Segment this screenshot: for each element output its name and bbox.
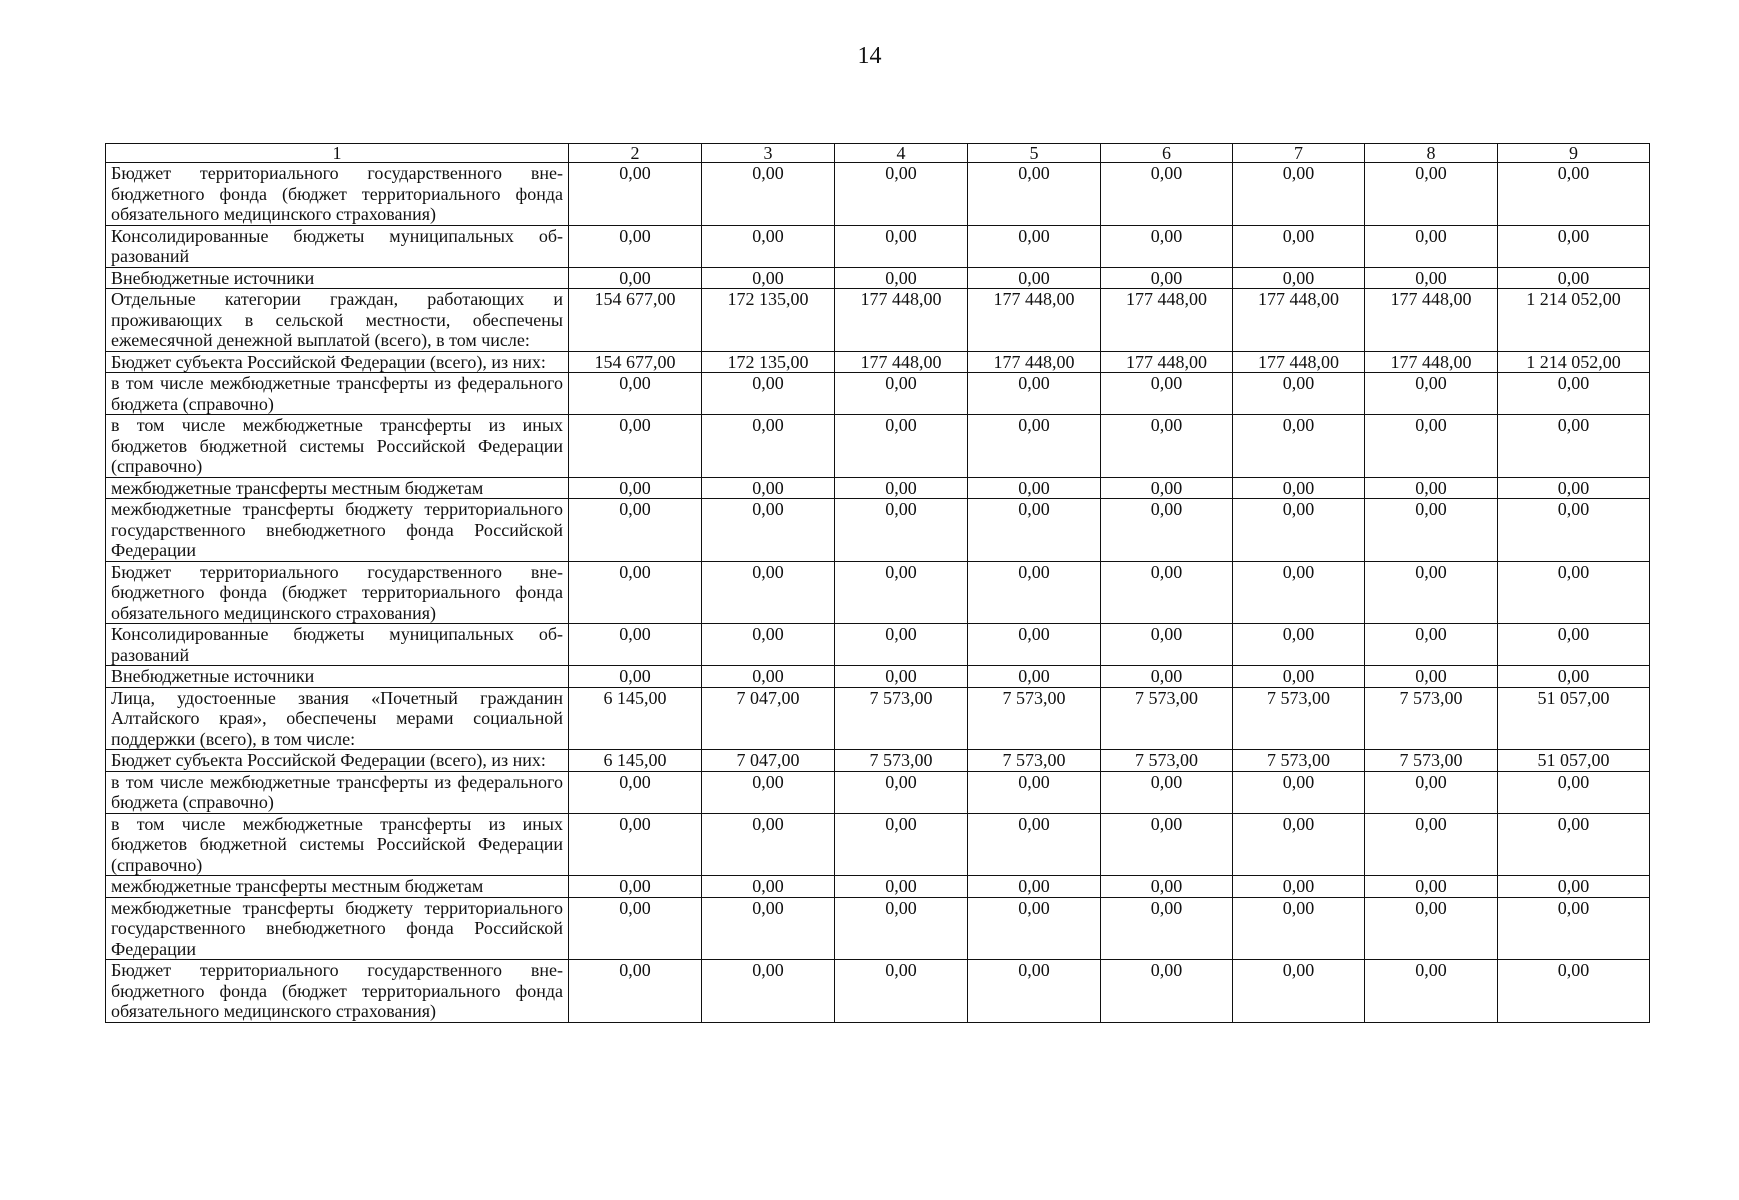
- value-cell: 177 448,00: [835, 351, 968, 373]
- value-cell: 0,00: [1233, 163, 1365, 226]
- value-cell: 0,00: [835, 477, 968, 499]
- value-cell: 0,00: [1498, 225, 1650, 267]
- value-cell: 0,00: [968, 267, 1101, 289]
- value-cell: 177 448,00: [1233, 351, 1365, 373]
- value-cell: 0,00: [1101, 960, 1233, 1023]
- value-cell: 0,00: [835, 267, 968, 289]
- value-cell: 0,00: [1498, 897, 1650, 960]
- column-header: 8: [1365, 144, 1498, 163]
- table-row: [106, 897, 1650, 960]
- value-cell: 177 448,00: [1365, 289, 1498, 352]
- row-label: Отдельные категории граждан, работающих и проживающих в сельской местности, обеспечены ежемесячной денежной выплатой (всего), в том числе:: [106, 289, 569, 352]
- value-cell: 0,00: [702, 561, 835, 624]
- row-label: Бюджет территориального государственного внебюджетного фонда (бюджет территориального фонда обязательного медицинского страхования): [106, 561, 569, 624]
- value-cell: 0,00: [968, 225, 1101, 267]
- value-cell: 0,00: [1101, 163, 1233, 226]
- value-cell: 0,00: [835, 561, 968, 624]
- row-label: Внебюджетные источники: [106, 267, 569, 289]
- value-cell: 0,00: [702, 373, 835, 415]
- value-cell: 6 145,00: [569, 687, 702, 750]
- value-cell: 0,00: [835, 225, 968, 267]
- value-cell: 0,00: [702, 813, 835, 876]
- column-header: 2: [569, 144, 702, 163]
- value-cell: 0,00: [835, 415, 968, 478]
- value-cell: 0,00: [702, 499, 835, 562]
- value-cell: 0,00: [1101, 624, 1233, 666]
- value-cell: 0,00: [1498, 163, 1650, 226]
- value-cell: 0,00: [1233, 225, 1365, 267]
- table-row: [106, 289, 1650, 352]
- column-header: 7: [1233, 144, 1365, 163]
- value-cell: 177 448,00: [1101, 351, 1233, 373]
- value-cell: 0,00: [569, 666, 702, 688]
- value-cell: 0,00: [1365, 499, 1498, 562]
- value-cell: 0,00: [569, 163, 702, 226]
- value-cell: 0,00: [1233, 561, 1365, 624]
- value-cell: 0,00: [968, 771, 1101, 813]
- value-cell: 0,00: [1101, 225, 1233, 267]
- value-cell: 0,00: [569, 267, 702, 289]
- value-cell: 0,00: [1233, 813, 1365, 876]
- value-cell: 0,00: [1101, 267, 1233, 289]
- value-cell: 0,00: [1498, 415, 1650, 478]
- value-cell: 7 573,00: [1233, 687, 1365, 750]
- value-cell: 0,00: [1498, 960, 1650, 1023]
- value-cell: 0,00: [1101, 415, 1233, 478]
- value-cell: 7 573,00: [1233, 750, 1365, 772]
- value-cell: 0,00: [1498, 477, 1650, 499]
- table-row: [106, 477, 1650, 499]
- column-header: 6: [1101, 144, 1233, 163]
- value-cell: 0,00: [968, 666, 1101, 688]
- value-cell: 1 214 052,00: [1498, 289, 1650, 352]
- value-cell: 0,00: [1365, 876, 1498, 898]
- value-cell: 0,00: [968, 163, 1101, 226]
- value-cell: 0,00: [1365, 897, 1498, 960]
- value-cell: 154 677,00: [569, 289, 702, 352]
- value-cell: 0,00: [835, 666, 968, 688]
- value-cell: 0,00: [1101, 771, 1233, 813]
- table-row: [106, 351, 1650, 373]
- value-cell: 0,00: [835, 897, 968, 960]
- value-cell: 0,00: [1498, 771, 1650, 813]
- value-cell: 0,00: [835, 771, 968, 813]
- value-cell: 0,00: [569, 415, 702, 478]
- value-cell: 0,00: [1101, 499, 1233, 562]
- table-row: [106, 876, 1650, 898]
- value-cell: 0,00: [1233, 624, 1365, 666]
- value-cell: 7 047,00: [702, 687, 835, 750]
- value-cell: 172 135,00: [702, 289, 835, 352]
- value-cell: 0,00: [1101, 897, 1233, 960]
- column-header: 4: [835, 144, 968, 163]
- value-cell: 0,00: [1233, 267, 1365, 289]
- value-cell: 172 135,00: [702, 351, 835, 373]
- page-number: 14: [857, 43, 882, 69]
- value-cell: 0,00: [968, 813, 1101, 876]
- value-cell: 0,00: [1365, 813, 1498, 876]
- value-cell: 0,00: [1498, 267, 1650, 289]
- value-cell: 7 573,00: [1101, 750, 1233, 772]
- value-cell: 0,00: [1101, 373, 1233, 415]
- value-cell: 177 448,00: [835, 289, 968, 352]
- value-cell: 0,00: [1233, 499, 1365, 562]
- value-cell: 51 057,00: [1498, 750, 1650, 772]
- value-cell: 0,00: [1498, 624, 1650, 666]
- value-cell: 0,00: [569, 624, 702, 666]
- value-cell: 0,00: [1498, 561, 1650, 624]
- value-cell: 0,00: [569, 960, 702, 1023]
- value-cell: 177 448,00: [1233, 289, 1365, 352]
- row-label: межбюджетные трансферты бюджету территориального государственного внебюджетного фонда Российской Федерации: [106, 499, 569, 562]
- value-cell: 0,00: [968, 499, 1101, 562]
- row-label: Консолидированные бюджеты муниципальных образований: [106, 225, 569, 267]
- row-label: Бюджет территориального государственного внебюджетного фонда (бюджет территориального фонда обязательного медицинского страхования): [106, 960, 569, 1023]
- table-row: [106, 624, 1650, 666]
- value-cell: 0,00: [1101, 666, 1233, 688]
- value-cell: 0,00: [1233, 477, 1365, 499]
- value-cell: 0,00: [1365, 477, 1498, 499]
- value-cell: 177 448,00: [968, 289, 1101, 352]
- value-cell: 0,00: [569, 876, 702, 898]
- value-cell: 0,00: [569, 477, 702, 499]
- row-label: межбюджетные трансферты бюджету территориального государственного внебюджетного фонда Российской Федерации: [106, 897, 569, 960]
- value-cell: 0,00: [1365, 163, 1498, 226]
- value-cell: 6 145,00: [569, 750, 702, 772]
- value-cell: 0,00: [1498, 813, 1650, 876]
- value-cell: 0,00: [1101, 561, 1233, 624]
- value-cell: 0,00: [835, 499, 968, 562]
- value-cell: 0,00: [1365, 960, 1498, 1023]
- value-cell: 0,00: [835, 624, 968, 666]
- value-cell: 0,00: [1365, 624, 1498, 666]
- value-cell: 0,00: [1101, 813, 1233, 876]
- table-row: [106, 267, 1650, 289]
- row-label: межбюджетные трансферты местным бюджетам: [106, 477, 569, 499]
- value-cell: 0,00: [702, 477, 835, 499]
- value-cell: 0,00: [1365, 267, 1498, 289]
- value-cell: 0,00: [1498, 499, 1650, 562]
- value-cell: 1 214 052,00: [1498, 351, 1650, 373]
- column-header: 3: [702, 144, 835, 163]
- value-cell: 0,00: [702, 897, 835, 960]
- value-cell: 0,00: [1365, 373, 1498, 415]
- row-label: в том числе межбюджетные трансферты из федерального бюджета (справочно): [106, 771, 569, 813]
- value-cell: 0,00: [1365, 415, 1498, 478]
- value-cell: 177 448,00: [1101, 289, 1233, 352]
- value-cell: 0,00: [968, 415, 1101, 478]
- value-cell: 0,00: [702, 225, 835, 267]
- value-cell: 0,00: [1101, 477, 1233, 499]
- value-cell: 0,00: [702, 267, 835, 289]
- value-cell: 0,00: [835, 813, 968, 876]
- row-label: Бюджет территориального государственного внебюджетного фонда (бюджет территориального фонда обязательного медицинского страхования): [106, 163, 569, 226]
- table-row: [106, 561, 1650, 624]
- value-cell: 0,00: [569, 813, 702, 876]
- row-label: Лица, удостоенные звания «Почетный гражданин Алтайского края», обеспечены мерами социальной поддержки (всего), в том числе:: [106, 687, 569, 750]
- value-cell: 0,00: [968, 624, 1101, 666]
- value-cell: 0,00: [835, 960, 968, 1023]
- value-cell: 0,00: [1233, 666, 1365, 688]
- table-row: [106, 666, 1650, 688]
- value-cell: 0,00: [835, 373, 968, 415]
- value-cell: 0,00: [569, 771, 702, 813]
- table-row: [106, 687, 1650, 750]
- value-cell: 0,00: [1233, 897, 1365, 960]
- value-cell: 0,00: [702, 876, 835, 898]
- value-cell: 0,00: [1233, 960, 1365, 1023]
- value-cell: 0,00: [1498, 666, 1650, 688]
- value-cell: 0,00: [702, 960, 835, 1023]
- value-cell: 7 573,00: [835, 687, 968, 750]
- row-label: Внебюджетные источники: [106, 666, 569, 688]
- value-cell: 0,00: [835, 163, 968, 226]
- row-label: Консолидированные бюджеты муниципальных образований: [106, 624, 569, 666]
- row-label: межбюджетные трансферты местным бюджетам: [106, 876, 569, 898]
- table-row: [106, 225, 1650, 267]
- value-cell: 0,00: [968, 561, 1101, 624]
- value-cell: 7 573,00: [1101, 687, 1233, 750]
- column-header: 5: [968, 144, 1101, 163]
- table-row: [106, 163, 1650, 226]
- value-cell: 0,00: [968, 477, 1101, 499]
- table-row: [106, 813, 1650, 876]
- value-cell: 0,00: [569, 561, 702, 624]
- value-cell: 0,00: [1233, 876, 1365, 898]
- value-cell: 0,00: [702, 771, 835, 813]
- value-cell: 0,00: [1365, 666, 1498, 688]
- value-cell: 0,00: [1365, 771, 1498, 813]
- column-header: 9: [1498, 144, 1650, 163]
- value-cell: 154 677,00: [569, 351, 702, 373]
- value-cell: 0,00: [1233, 771, 1365, 813]
- value-cell: 7 047,00: [702, 750, 835, 772]
- value-cell: 0,00: [569, 897, 702, 960]
- value-cell: 7 573,00: [835, 750, 968, 772]
- value-cell: 7 573,00: [968, 687, 1101, 750]
- table-row: [106, 771, 1650, 813]
- row-label: в том числе межбюджетные трансферты из федерального бюджета (справочно): [106, 373, 569, 415]
- value-cell: 0,00: [702, 666, 835, 688]
- column-header: 1: [106, 144, 569, 163]
- row-label: в том числе межбюджетные трансферты из иных бюджетов бюджетной системы Российской Федерации (справочно): [106, 415, 569, 478]
- value-cell: 0,00: [1365, 561, 1498, 624]
- value-cell: 0,00: [1498, 876, 1650, 898]
- value-cell: 51 057,00: [1498, 687, 1650, 750]
- budget-table: [105, 143, 1650, 1023]
- value-cell: 0,00: [569, 225, 702, 267]
- table-row: [106, 960, 1650, 1023]
- value-cell: 177 448,00: [1365, 351, 1498, 373]
- row-label: в том числе межбюджетные трансферты из иных бюджетов бюджетной системы Российской Федерации (справочно): [106, 813, 569, 876]
- table-row: [106, 415, 1650, 478]
- value-cell: 7 573,00: [968, 750, 1101, 772]
- value-cell: 177 448,00: [968, 351, 1101, 373]
- value-cell: 0,00: [968, 960, 1101, 1023]
- value-cell: 0,00: [569, 373, 702, 415]
- value-cell: 0,00: [968, 897, 1101, 960]
- value-cell: 0,00: [968, 373, 1101, 415]
- value-cell: 0,00: [1365, 225, 1498, 267]
- value-cell: 0,00: [835, 876, 968, 898]
- table-row: [106, 750, 1650, 772]
- value-cell: 0,00: [1101, 876, 1233, 898]
- value-cell: 0,00: [702, 624, 835, 666]
- value-cell: 0,00: [968, 876, 1101, 898]
- value-cell: 7 573,00: [1365, 750, 1498, 772]
- table-row: [106, 373, 1650, 415]
- value-cell: 0,00: [1233, 373, 1365, 415]
- value-cell: 0,00: [702, 163, 835, 226]
- column-number-row: [106, 144, 1650, 163]
- row-label: Бюджет субъекта Российской Федерации (всего), из них:: [106, 351, 569, 373]
- table-row: [106, 499, 1650, 562]
- value-cell: 0,00: [702, 415, 835, 478]
- value-cell: 0,00: [569, 499, 702, 562]
- value-cell: 0,00: [1233, 415, 1365, 478]
- value-cell: 0,00: [1498, 373, 1650, 415]
- row-label: Бюджет субъекта Российской Федерации (всего), из них:: [106, 750, 569, 772]
- value-cell: 7 573,00: [1365, 687, 1498, 750]
